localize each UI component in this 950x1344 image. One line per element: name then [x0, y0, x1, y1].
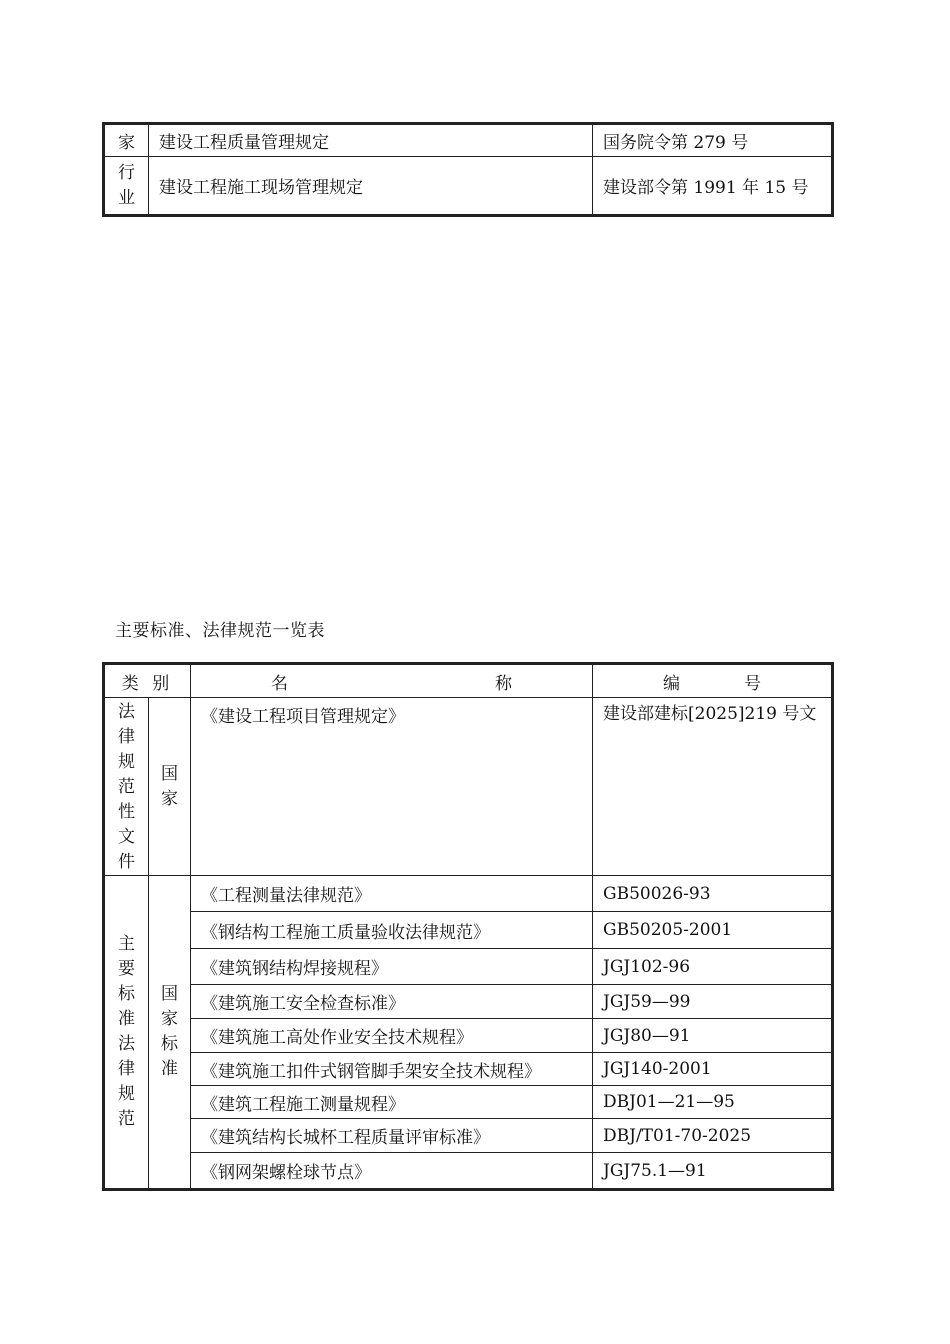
code-cell: 建设部建标[2025]219 号文 [593, 698, 832, 876]
table-row [105, 1019, 832, 1053]
code-cell: JGJ80—91 [593, 1019, 832, 1053]
name-cell: 建设工程质量管理规定 [149, 125, 593, 157]
level-cell [149, 876, 191, 1189]
code-cell: 国务院令第 279 号 [593, 125, 832, 157]
standards-table [104, 664, 832, 1189]
name-cell: 《建筑工程施工测量规程》 [191, 1086, 593, 1119]
code-cell: GB50026-93 [593, 876, 832, 912]
name-cell: 《建筑结构长城杯工程质量评审标准》 [191, 1119, 593, 1153]
name-cell: 《工程测量法律规范》 [191, 876, 593, 912]
table-row [105, 1153, 832, 1189]
table-header-row [105, 665, 832, 698]
table-row [105, 125, 832, 157]
level-text: 国家标准 [161, 984, 178, 1079]
code-cell: DBJ01—21—95 [593, 1086, 832, 1119]
header-name [191, 665, 593, 698]
category-cell [105, 876, 149, 1189]
code-cell: JGJ75.1—91 [593, 1153, 832, 1189]
name-cell: 《建筑施工扣件式钢管脚手架安全技术规程》 [191, 1053, 593, 1086]
regulation-table-top [104, 124, 832, 215]
code-cell: 建设部令第 1991 年 15 号 [593, 157, 832, 215]
header-category: 类 别 [105, 665, 191, 698]
name-cell: 《建设工程项目管理规定》 [191, 698, 593, 876]
header-name-left: 名 [271, 673, 288, 694]
name-cell: 建设工程施工现场管理规定 [149, 157, 593, 215]
level-text: 国家 [161, 763, 178, 809]
category-text: 行业 [118, 162, 135, 208]
table-row [105, 698, 832, 876]
category-text: 法律规范性文件 [118, 702, 135, 872]
category-cell [105, 698, 149, 876]
table-row [105, 876, 832, 912]
header-code-right: 号 [744, 673, 761, 694]
header-code-left: 编 [663, 673, 680, 694]
header-name-right: 称 [495, 673, 512, 694]
name-cell: 《建筑施工高处作业安全技术规程》 [191, 1019, 593, 1053]
table-row [105, 1086, 832, 1119]
table-row [105, 912, 832, 949]
table-row [105, 985, 832, 1019]
category-cell [105, 157, 149, 215]
category-cell: 家 [105, 125, 149, 157]
header-code [593, 665, 832, 698]
level-cell [149, 698, 191, 876]
table-row [105, 949, 832, 985]
category-text: 主要标准法律规范 [118, 934, 135, 1129]
table-row [105, 1053, 832, 1086]
code-cell: JGJ102-96 [593, 949, 832, 985]
code-cell: JGJ140-2001 [593, 1053, 832, 1086]
name-cell: 《建筑施工安全检查标准》 [191, 985, 593, 1019]
table-row [105, 1119, 832, 1153]
code-cell: GB50205-2001 [593, 912, 832, 949]
name-cell: 《建筑钢结构焊接规程》 [191, 949, 593, 985]
code-cell: JGJ59—99 [593, 985, 832, 1019]
name-cell: 《钢结构工程施工质量验收法律规范》 [191, 912, 593, 949]
name-cell: 《钢网架螺栓球节点》 [191, 1153, 593, 1189]
table-row [105, 157, 832, 215]
code-cell: DBJ/T01-70-2025 [593, 1119, 832, 1153]
table-caption: 主要标准、法律规范一览表 [115, 621, 325, 641]
